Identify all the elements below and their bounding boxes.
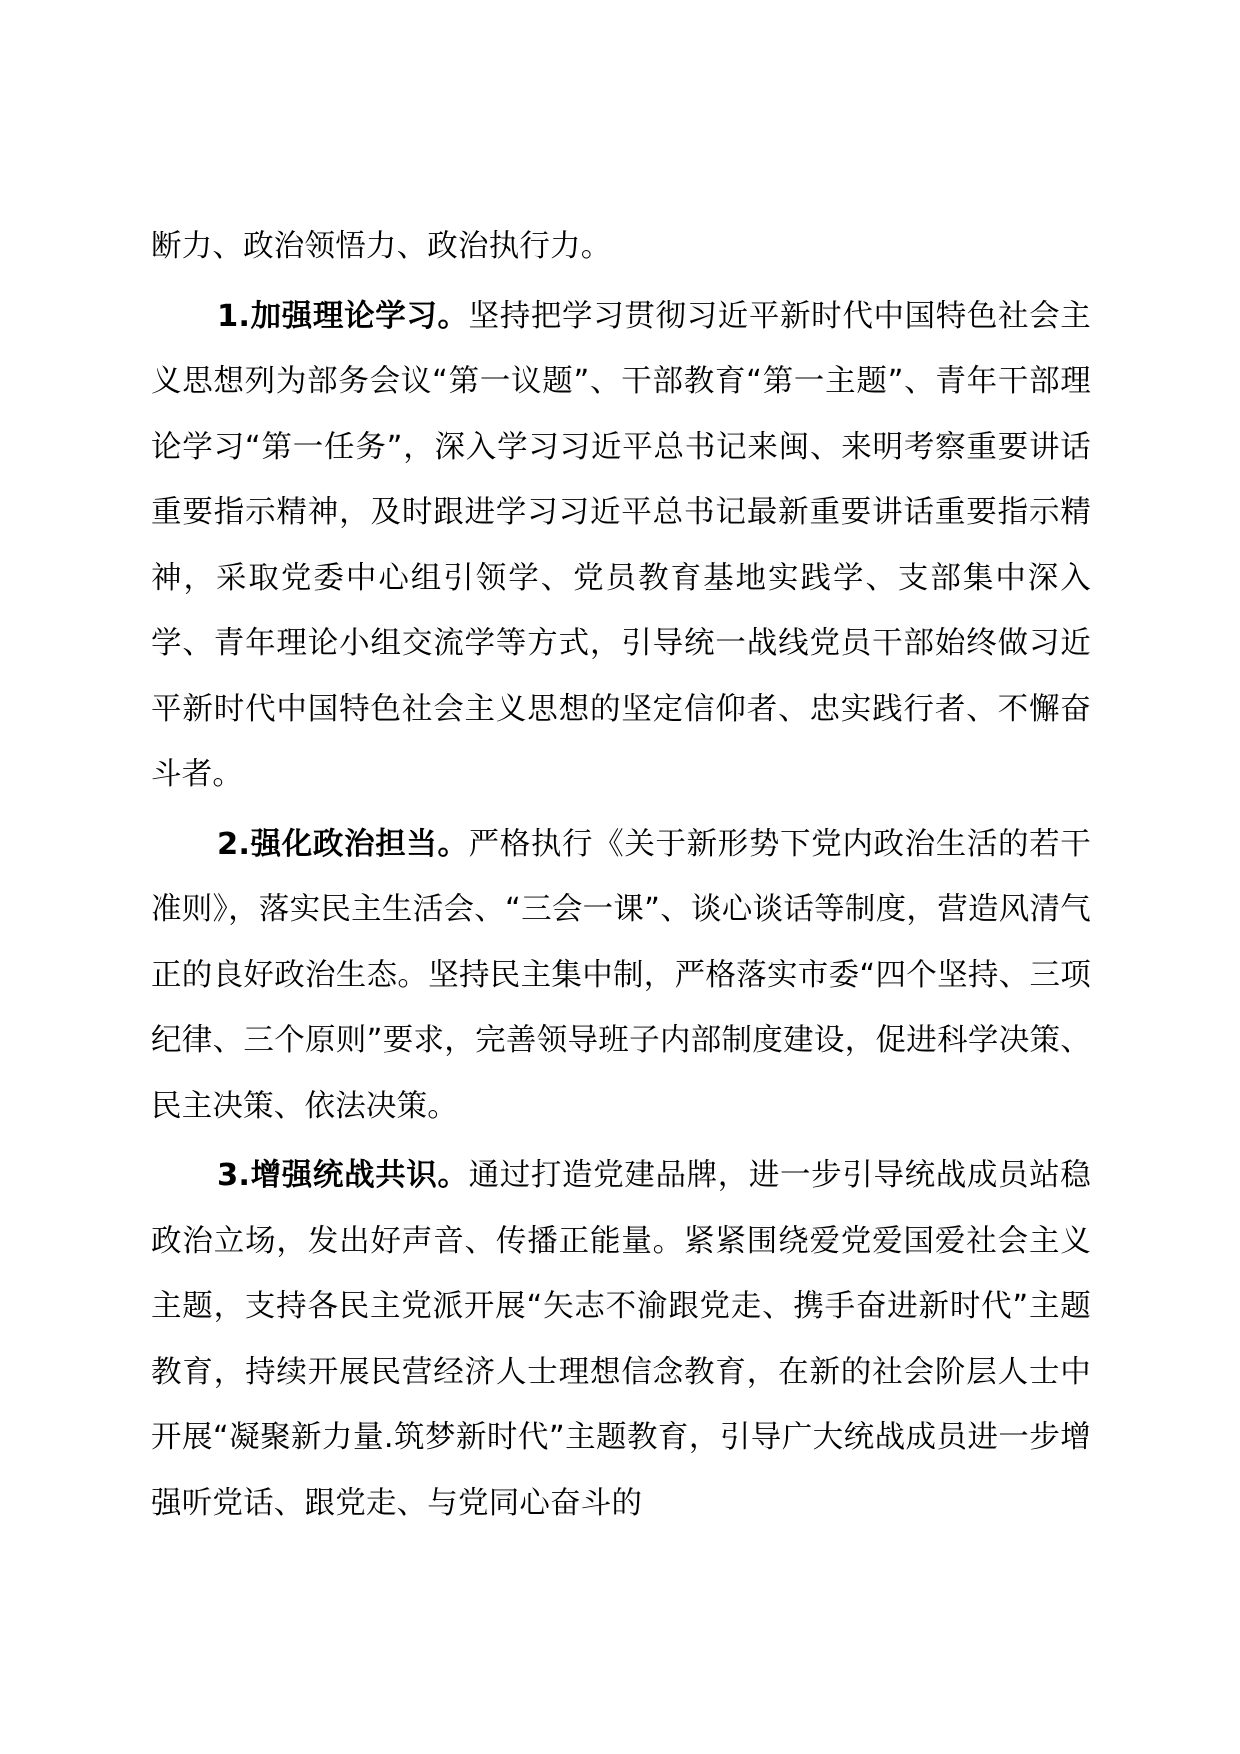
paragraph-heading: 3.增强统战共识。 [217, 1158, 469, 1193]
paragraph-heading: 2.强化政治担当。 [217, 826, 469, 862]
paragraph-political-responsibility [151, 812, 1091, 1140]
paragraph-body: 断力、政治领悟力、政治执行力。 [151, 229, 612, 264]
document-page [151, 214, 1091, 1540]
paragraph-heading: 1.加强理论学习。 [217, 298, 469, 334]
paragraph-theory-study [151, 284, 1091, 808]
paragraph-united-front-consensus [151, 1143, 1091, 1536]
paragraph-continued [151, 214, 1091, 280]
paragraph-body: 严格执行《关于新形势下党内政治生活的若干准则》，落实民主生活会、“三会一课”、谈心谈话等制度，营造风清气正的良好政治生态。坚持民主集中制，严格落实市委“四个坚持、三项纪律、三个原则”要求，完善领导班子内部制度建设，促进科学决策、民主决策、依法决策。 [151, 826, 1092, 1124]
paragraph-body: 通过打造党建品牌，进一步引导统战成员站稳政治立场，发出好声音、传播正能量。紧紧围绕爱党爱国爱社会主义主题，支持各民主党派开展“矢志不渝跟党走、携手奋进新时代”主题教育，持续开展民营经济人士理想信念教育，在新的社会阶层人士中开展“凝聚新力量.筑梦新时代”主题教育，引导广大统战成员进一步增强听党话、跟党走、与党同心奋斗的 [151, 1158, 1092, 1521]
paragraph-body: 坚持把学习贯彻习近平新时代中国特色社会主义思想列为部务会议“第一议题”、干部教育“第一主题”、青年干部理论学习“第一任务”，深入学习习近平总书记来闽、来明考察重要讲话重要指示精神，及时跟进学习习近平总书记最新重要讲话重要指示精神，采取党委中心组引领学、党员教育基地实践学、支部集中深入学、青年理论小组交流学等方式，引导统一战线党员干部始终做习近平新时代中国特色社会主义思想的坚定信仰者、忠实践行者、不懈奋斗者。 [151, 298, 1092, 792]
